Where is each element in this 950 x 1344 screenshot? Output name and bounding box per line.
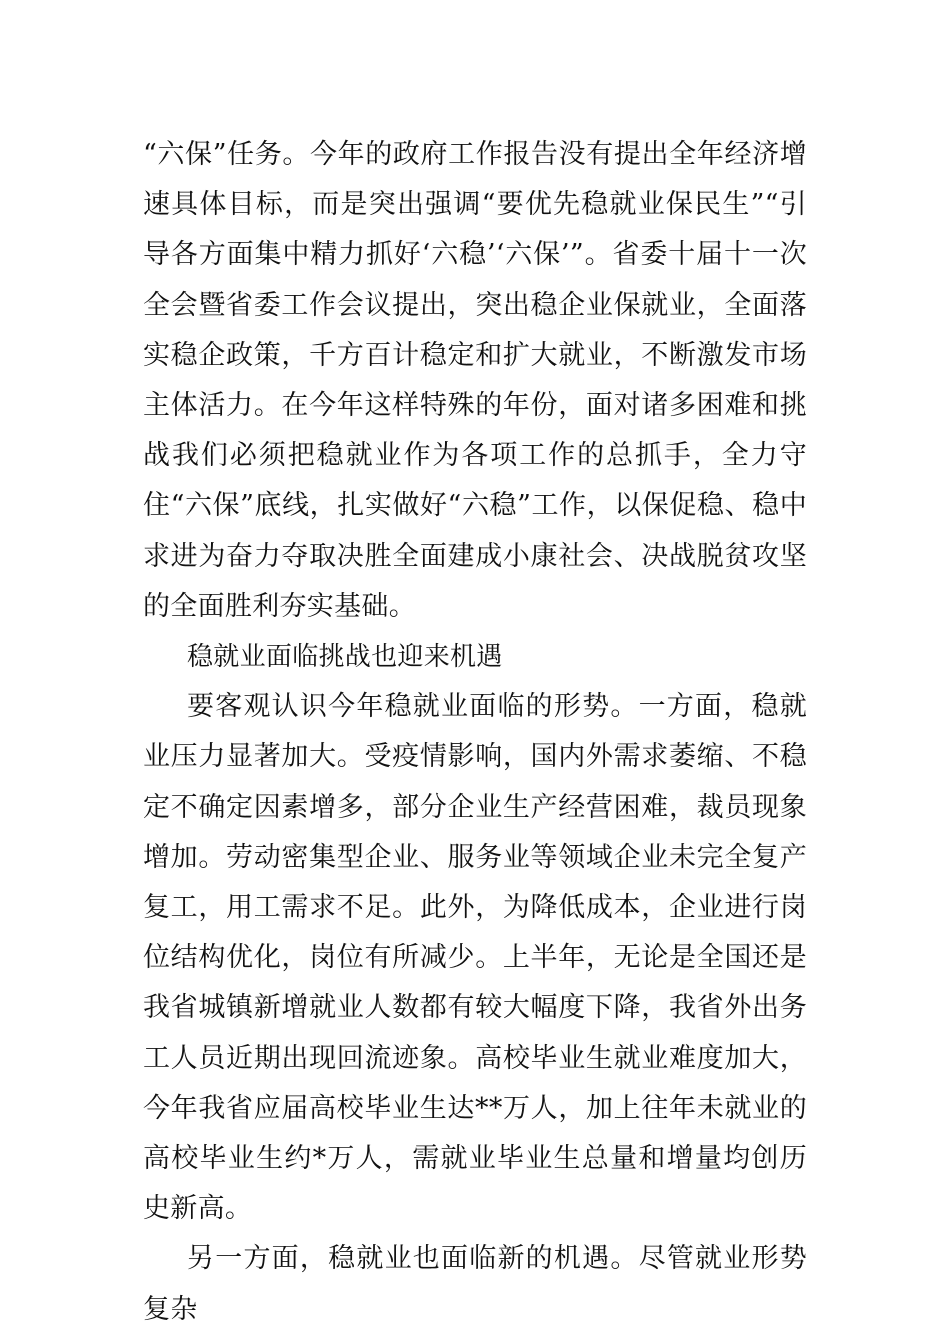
paragraph-employment-pressure: 要客观认识今年稳就业面临的形势。一方面，稳就业压力显著加大。受疫情影响，国内外需求萎缩、不稳定不确定因素增多，部分企业生产经营困难，裁员现象增加。劳动密集型企业、服务业等领域企业未完全复产复工，用工需求不足。此外，为降低成本，企业进行岗位结构优化，岗位有所减少。上半年，无论是全国还是我省城镇新增就业人数都有较大幅度下降，我省外出务工人员近期出现回流迹象。高校毕业生就业难度加大，今年我省应届高校毕业生达**万人，加上往年未就业的高校毕业生约*万人，需就业毕业生总量和增量均创历史新高。 bbox=[143, 691, 807, 1225]
paragraph-six-guarantees: “六保”任务。今年的政府工作报告没有提出全年经济增速具体目标，而是突出强调“要优先稳就业保民生”“引导各方面集中精力抓好‘六稳’‘六保’”。省委十届十一次全会暨省委工作会议提出，突出稳企业保就业，全面落实稳企政策，千方百计稳定和扩大就业，不断激发市场主体活力。在今年这样特殊的年份，面对诸多困难和挑战我们必须把稳就业作为各项工作的总抓手，全力守住“六保”底线，扎实做好“六稳”工作，以保促稳、稳中求进为奋力夺取决胜全面建成小康社会、决战脱贫攻坚的全面胜利夯实基础。 bbox=[143, 139, 807, 622]
document-body bbox=[143, 130, 807, 1335]
section-heading: 稳就业面临挑战也迎来机遇 bbox=[187, 642, 503, 673]
paragraph-new-opportunities: 另一方面，稳就业也面临新的机遇。尽管就业形势复杂 bbox=[143, 1243, 807, 1325]
